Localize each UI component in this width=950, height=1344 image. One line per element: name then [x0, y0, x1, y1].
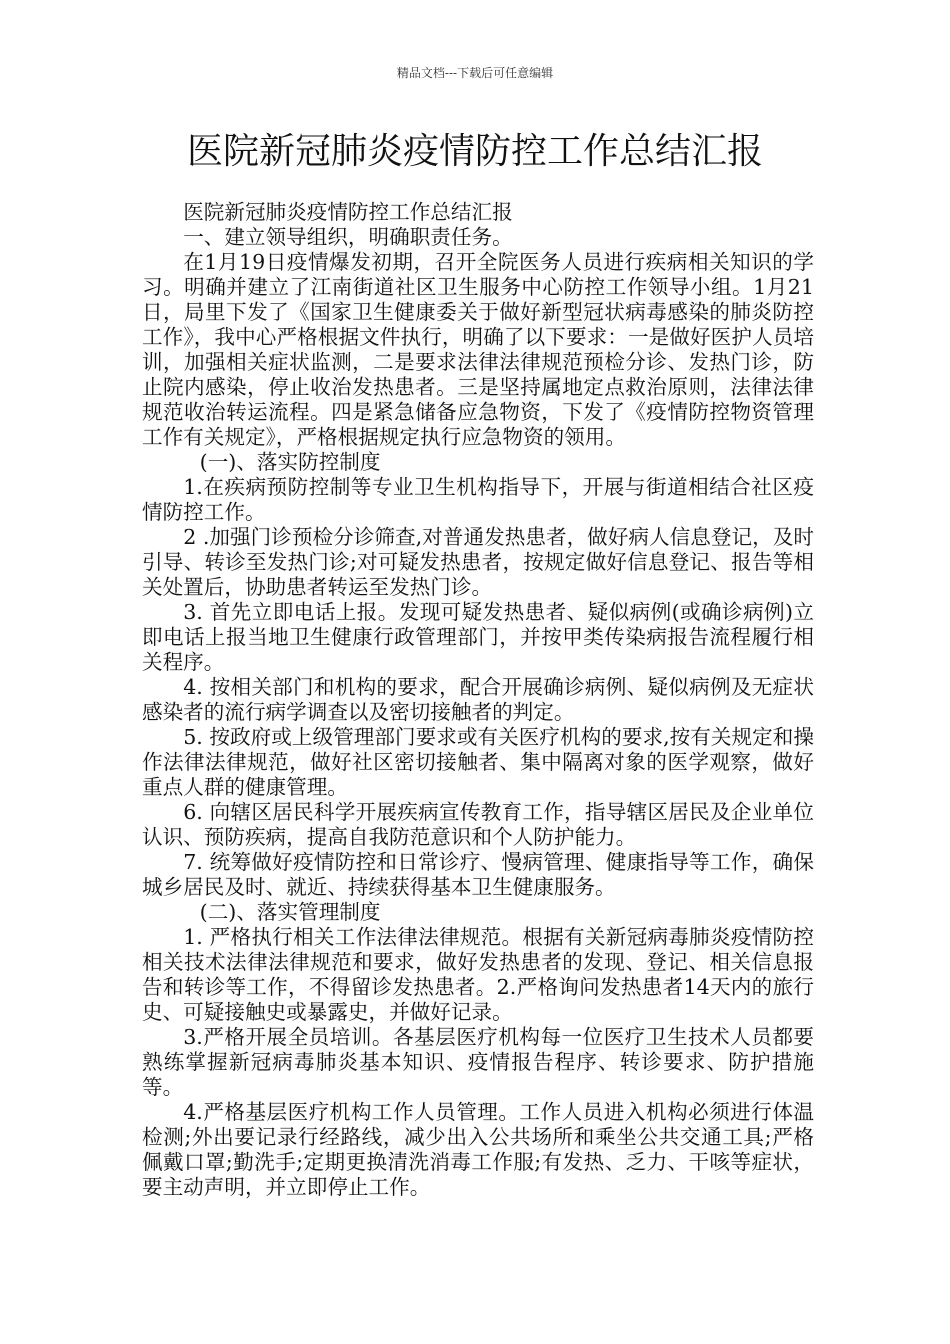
list-item: 1.在疾病预防控制等专业卫生机构指导下，开展与街道相结合社区疫情防控工作。 [142, 475, 814, 524]
section-heading: 一、建立领导组织，明确职责任务。 [183, 225, 513, 249]
paragraph: 在1月19日疫情爆发初期，召开全院医务人员进行疾病相关知识的学习。明确并建立了江南街道社区卫生服务中心防控工作领导小组。1月21日，局里下发了《国家卫生健康委关于做好新型冠状病毒感染的肺炎防控工作》，我中心严格根据文件执行，明确了以下要求：一是做好医护人员培训，加强相关症状监测，二是要求法律法律规范预检分诊、发热门诊，防止院内感染，停止收治发热患者。三是坚持属地定点救治原则，法律法律规范收治转运流程。四是紧急储备应急物资，下发了《疫情防控物资管理工作有关规定》，严格根据规定执行应急物资的领用。 [142, 250, 814, 449]
list-item: 3. 首先立即电话上报。发现可疑发热患者、疑似病例(或确诊病例)立即电话上报当地卫生健康行政管理部门，并按甲类传染病报告流程履行相关程序。 [142, 600, 814, 674]
list-item: 1. 严格执行相关工作法律法律规范。根据有关新冠病毒肺炎疫情防控相关技术法律法律规范和要求，做好发热患者的发现、登记、相关信息报告和转诊等工作，不得留诊发热患者。2.严格询问发热患者14天内的旅行史、可疑接触史或暴露史，并做好记录。 [142, 925, 814, 1024]
header-note: 精品文档---下载后可任意编辑 [396, 66, 554, 80]
paragraph: 医院新冠肺炎疫情防控工作总结汇报 [183, 200, 513, 224]
list-item: 4. 按相关部门和机构的要求，配合开展确诊病例、疑似病例及无症状感染者的流行病学调查以及密切接触者的判定。 [142, 675, 814, 724]
list-item: 4.严格基层医疗机构工作人员管理。工作人员进入机构必须进行体温检测;外出要记录行经路线，减少出入公共场所和乘坐公共交通工具;严格佩戴口罩;勤洗手;定期更换清洗消毒工作服;有发热、乏力、干咳等症状，要主动声明，并立即停止工作。 [142, 1100, 814, 1199]
document-body [142, 200, 814, 1200]
list-item: 7. 统筹做好疫情防控和日常诊疗、慢病管理、健康指导等工作，确保城乡居民及时、就近、持续获得基本卫生健康服务。 [142, 850, 814, 899]
list-item: 2 .加强门诊预检分诊筛查,对普通发热患者，做好病人信息登记，及时引导、转诊至发热门诊;对可疑发热患者，按规定做好信息登记、报告等相关处置后，协助患者转运至发热门诊。 [142, 525, 814, 599]
section-heading: (二)、落实管理制度 [199, 900, 381, 924]
list-item: 3.严格开展全员培训。各基层医疗机构每一位医疗卫生技术人员都要熟练掌握新冠病毒肺炎基本知识、疫情报告程序、转诊要求、防护措施等。 [142, 1025, 814, 1099]
list-item: 5. 按政府或上级管理部门要求或有关医疗机构的要求,按有关规定和操作法律法律规范，做好社区密切接触者、集中隔离对象的医学观察，做好重点人群的健康管理。 [142, 725, 814, 799]
list-item: 6. 向辖区居民科学开展疾病宣传教育工作，指导辖区居民及企业单位认识、预防疾病，提高自我防范意识和个人防护能力。 [142, 800, 814, 849]
section-heading: (一)、落实防控制度 [199, 450, 381, 474]
document-title: 医院新冠肺炎疫情防控工作总结汇报 [186, 131, 763, 172]
